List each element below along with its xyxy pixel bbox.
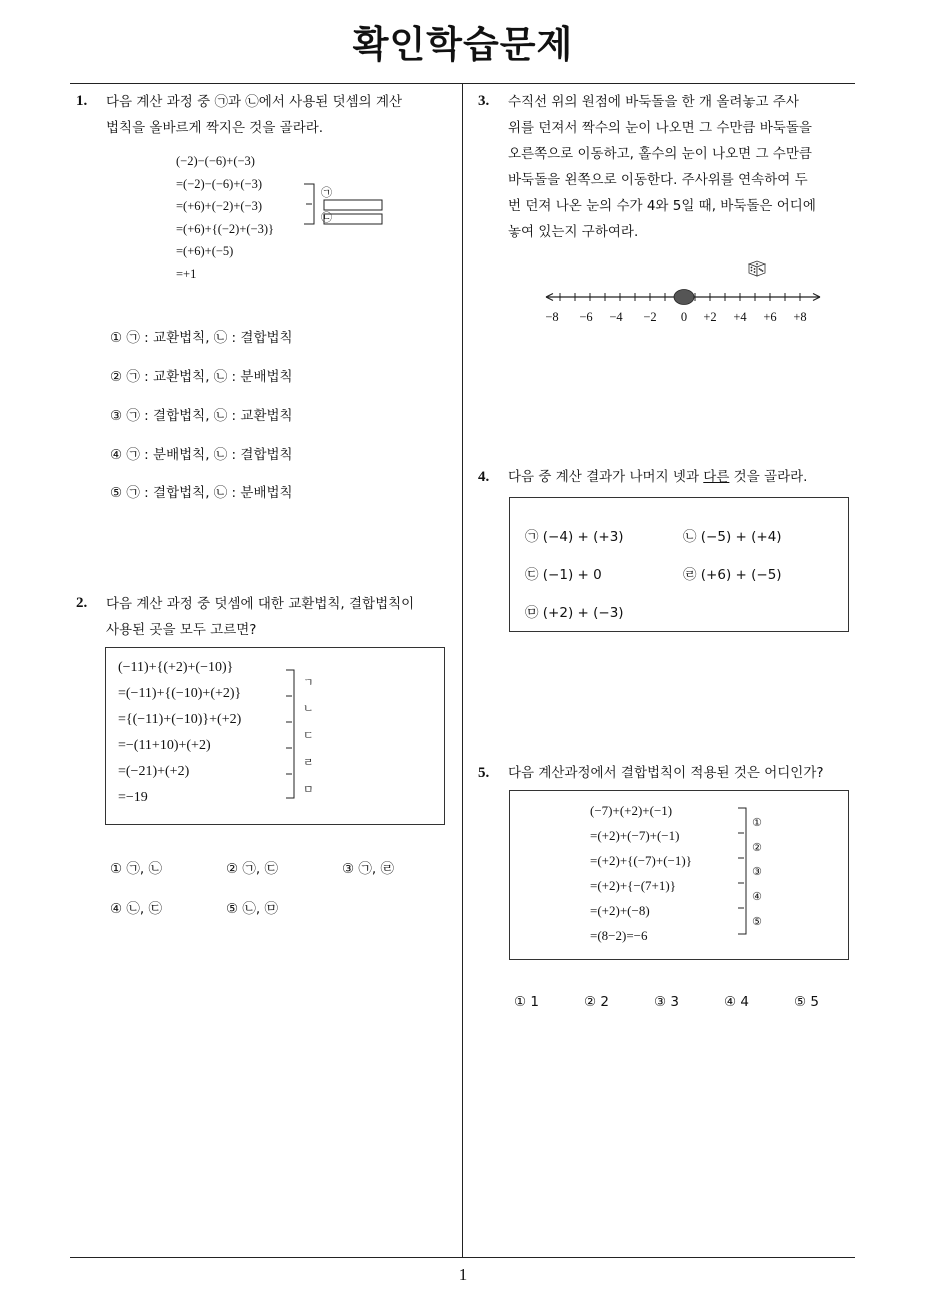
question-5-choice-1[interactable]: ① 1 bbox=[514, 994, 539, 1010]
page-title: 확인학습문제 bbox=[352, 23, 574, 66]
calc-line: (−7)+(+2)+(−1) bbox=[590, 803, 673, 818]
question-1-number: 1. bbox=[76, 93, 88, 109]
question-4-item-mieum[interactable]: ㉤ (+2) + (−3) bbox=[525, 605, 624, 621]
question-3-text-line: 바둑돌을 왼쪽으로 이동한다. 주사위를 연속하여 두 bbox=[508, 172, 808, 188]
calc-line: =(+2)+{−(7+1)} bbox=[590, 878, 676, 893]
question-2-choice-4[interactable]: ④ ㉡, ㉢ bbox=[110, 901, 162, 917]
question-5-choice-5[interactable]: ⑤ 5 bbox=[794, 994, 819, 1010]
calc-line: (−2)−(−6)+(−3) bbox=[176, 154, 255, 168]
tick-label: +6 bbox=[763, 310, 777, 324]
marker-giyeok: ㄱ bbox=[303, 676, 314, 689]
question-3-text-line: 오른쪽으로 이동하고, 홀수의 눈이 나오면 그 수만큼 bbox=[508, 146, 812, 162]
question-1-calculation bbox=[176, 150, 274, 285]
marker-circled-nieun: ㉡ bbox=[321, 211, 332, 224]
question-2-choice-2[interactable]: ② ㉠, ㉢ bbox=[226, 861, 278, 877]
calc-line: =(−11)+{(−10)+(+2)} bbox=[118, 686, 242, 701]
question-4-item-nieun[interactable]: ㉡ (−5) + (+4) bbox=[683, 529, 782, 545]
question-4-number: 4. bbox=[478, 469, 490, 485]
tick-label: −2 bbox=[643, 310, 657, 324]
question-2-choice-5[interactable]: ⑤ ㉡, ㉤ bbox=[226, 901, 278, 917]
marker-rieul: ㄹ bbox=[303, 756, 314, 769]
calc-line: =(+2)+(−7)+(−1) bbox=[590, 828, 680, 843]
calc-line: =+1 bbox=[176, 266, 197, 281]
question-2-choice-1[interactable]: ① ㉠, ㉡ bbox=[110, 861, 162, 877]
question-3-text-line: 위를 던져서 짝수의 눈이 나오면 그 수만큼 바둑돌을 bbox=[508, 120, 812, 136]
question-3-text-line: 번 던져 나온 눈의 수가 4와 5일 때, 바둑돌은 어디에 bbox=[508, 198, 816, 214]
question-1-choice-5[interactable]: ⑤ ㉠ : 결합법칙, ㉡ : 분배법칙 bbox=[110, 485, 293, 501]
calc-line: =(+6)+(−2)+(−3) bbox=[176, 199, 263, 213]
tick-label: −4 bbox=[609, 310, 623, 324]
question-4-item-digeut[interactable]: ㉢ (−1) + 0 bbox=[525, 567, 602, 583]
question-4-text-part: 다음 중 계산 결과가 나머지 넷과 bbox=[508, 469, 704, 485]
column-divider bbox=[462, 83, 463, 1258]
calc-line: =(+2)+{(−7)+(−1)} bbox=[590, 853, 692, 868]
question-3-text-line: 놓여 있는지 구하여라. bbox=[508, 224, 639, 240]
question-5-choice-4[interactable]: ④ 4 bbox=[724, 994, 749, 1010]
question-4-text bbox=[508, 464, 807, 490]
tick-label: +8 bbox=[793, 310, 807, 324]
question-1-text-line: 다음 계산 과정 중 ㉠과 ㉡에서 사용된 덧셈의 계산 bbox=[106, 94, 403, 110]
question-5-calculation bbox=[590, 798, 692, 948]
calc-line: ={(−11)+(−10)}+(+2) bbox=[118, 712, 242, 727]
question-1-text-line: 법칙을 올바르게 짝지은 것을 골라라. bbox=[106, 120, 324, 136]
marker-circled-4: ④ bbox=[752, 890, 762, 903]
bottom-rule bbox=[70, 1257, 855, 1258]
question-4-item-rieul[interactable]: ㉣ (+6) + (−5) bbox=[683, 567, 782, 583]
tick-label: 0 bbox=[680, 310, 688, 324]
marker-nieun: ㄴ bbox=[303, 702, 314, 715]
marker-circled-2: ② bbox=[752, 841, 762, 854]
question-4-text-part: 것을 골라라. bbox=[729, 469, 808, 485]
tick-label: −8 bbox=[545, 310, 559, 324]
marker-circled-3: ③ bbox=[752, 865, 762, 878]
question-5-choice-3[interactable]: ③ 3 bbox=[654, 994, 679, 1010]
question-4-item-giyeok[interactable]: ㉠ (−4) + (+3) bbox=[525, 529, 624, 545]
marker-circled-giyeok: ㉠ bbox=[321, 186, 332, 199]
question-2-number: 2. bbox=[76, 595, 88, 611]
marker-mieum: ㅁ bbox=[303, 783, 314, 796]
go-stone bbox=[674, 290, 694, 305]
calc-line: (−11)+{(+2)+(−10)} bbox=[118, 660, 234, 675]
calc-line: =(8−2)=−6 bbox=[590, 928, 648, 943]
tick-label: −6 bbox=[579, 310, 593, 324]
question-2-text-line: 다음 계산 과정 중 덧셈에 대한 교환법칙, 결합법칙이 bbox=[106, 596, 415, 612]
question-3-text-line: 수직선 위의 원점에 바둑돌을 한 개 올려놓고 주사 bbox=[508, 94, 799, 110]
question-1-choice-1[interactable]: ① ㉠ : 교환법칙, ㉡ : 결합법칙 bbox=[110, 330, 293, 346]
question-5-bracket-lines bbox=[734, 804, 754, 938]
page-number: 1 bbox=[458, 1265, 468, 1284]
calc-line: =−(11+10)+(+2) bbox=[118, 738, 211, 753]
calc-line: =(−2)−(−6)+(−3) bbox=[176, 176, 263, 191]
question-3-number: 3. bbox=[478, 93, 490, 109]
calc-line: =(+2)+(−8) bbox=[590, 903, 650, 918]
calc-line: =(+6)+(−5) bbox=[176, 244, 234, 258]
calc-line: =−19 bbox=[118, 790, 148, 805]
marker-digeut: ㄷ bbox=[303, 729, 314, 742]
question-3-text bbox=[508, 89, 816, 245]
marker-circled-5: ⑤ bbox=[752, 915, 762, 928]
marker-circled-1: ① bbox=[752, 816, 762, 829]
calc-line: =(−21)+(+2) bbox=[118, 764, 190, 779]
question-2-bracket-lines bbox=[282, 664, 302, 804]
question-2-text bbox=[106, 591, 414, 643]
question-5-number: 5. bbox=[478, 765, 490, 781]
question-4-underlined-word: 다른 bbox=[703, 469, 730, 485]
question-2-calculation bbox=[118, 655, 241, 811]
dice-icon bbox=[746, 258, 768, 278]
question-5-text: 다음 계산과정에서 결합법칙이 적용된 것은 어디인가? bbox=[508, 765, 824, 781]
question-1-choice-3[interactable]: ③ ㉠ : 결합법칙, ㉡ : 교환법칙 bbox=[110, 408, 293, 424]
question-1-choice-2[interactable]: ② ㉠ : 교환법칙, ㉡ : 분배법칙 bbox=[110, 369, 293, 385]
question-1-text bbox=[106, 89, 402, 141]
question-1-choice-4[interactable]: ④ ㉠ : 분배법칙, ㉡ : 결합법칙 bbox=[110, 447, 293, 463]
question-2-text-line: 사용된 곳을 모두 고르면? bbox=[106, 622, 257, 638]
tick-label: +2 bbox=[703, 310, 717, 324]
calc-line: =(+6)+{(−2)+(−3)} bbox=[176, 221, 275, 236]
question-1-bracket-diagram bbox=[300, 178, 390, 234]
question-2-choice-3[interactable]: ③ ㉠, ㉣ bbox=[342, 861, 394, 877]
question-5-choice-2[interactable]: ② 2 bbox=[584, 994, 609, 1010]
number-line-labels bbox=[540, 306, 830, 326]
tick-label: +4 bbox=[733, 310, 747, 324]
